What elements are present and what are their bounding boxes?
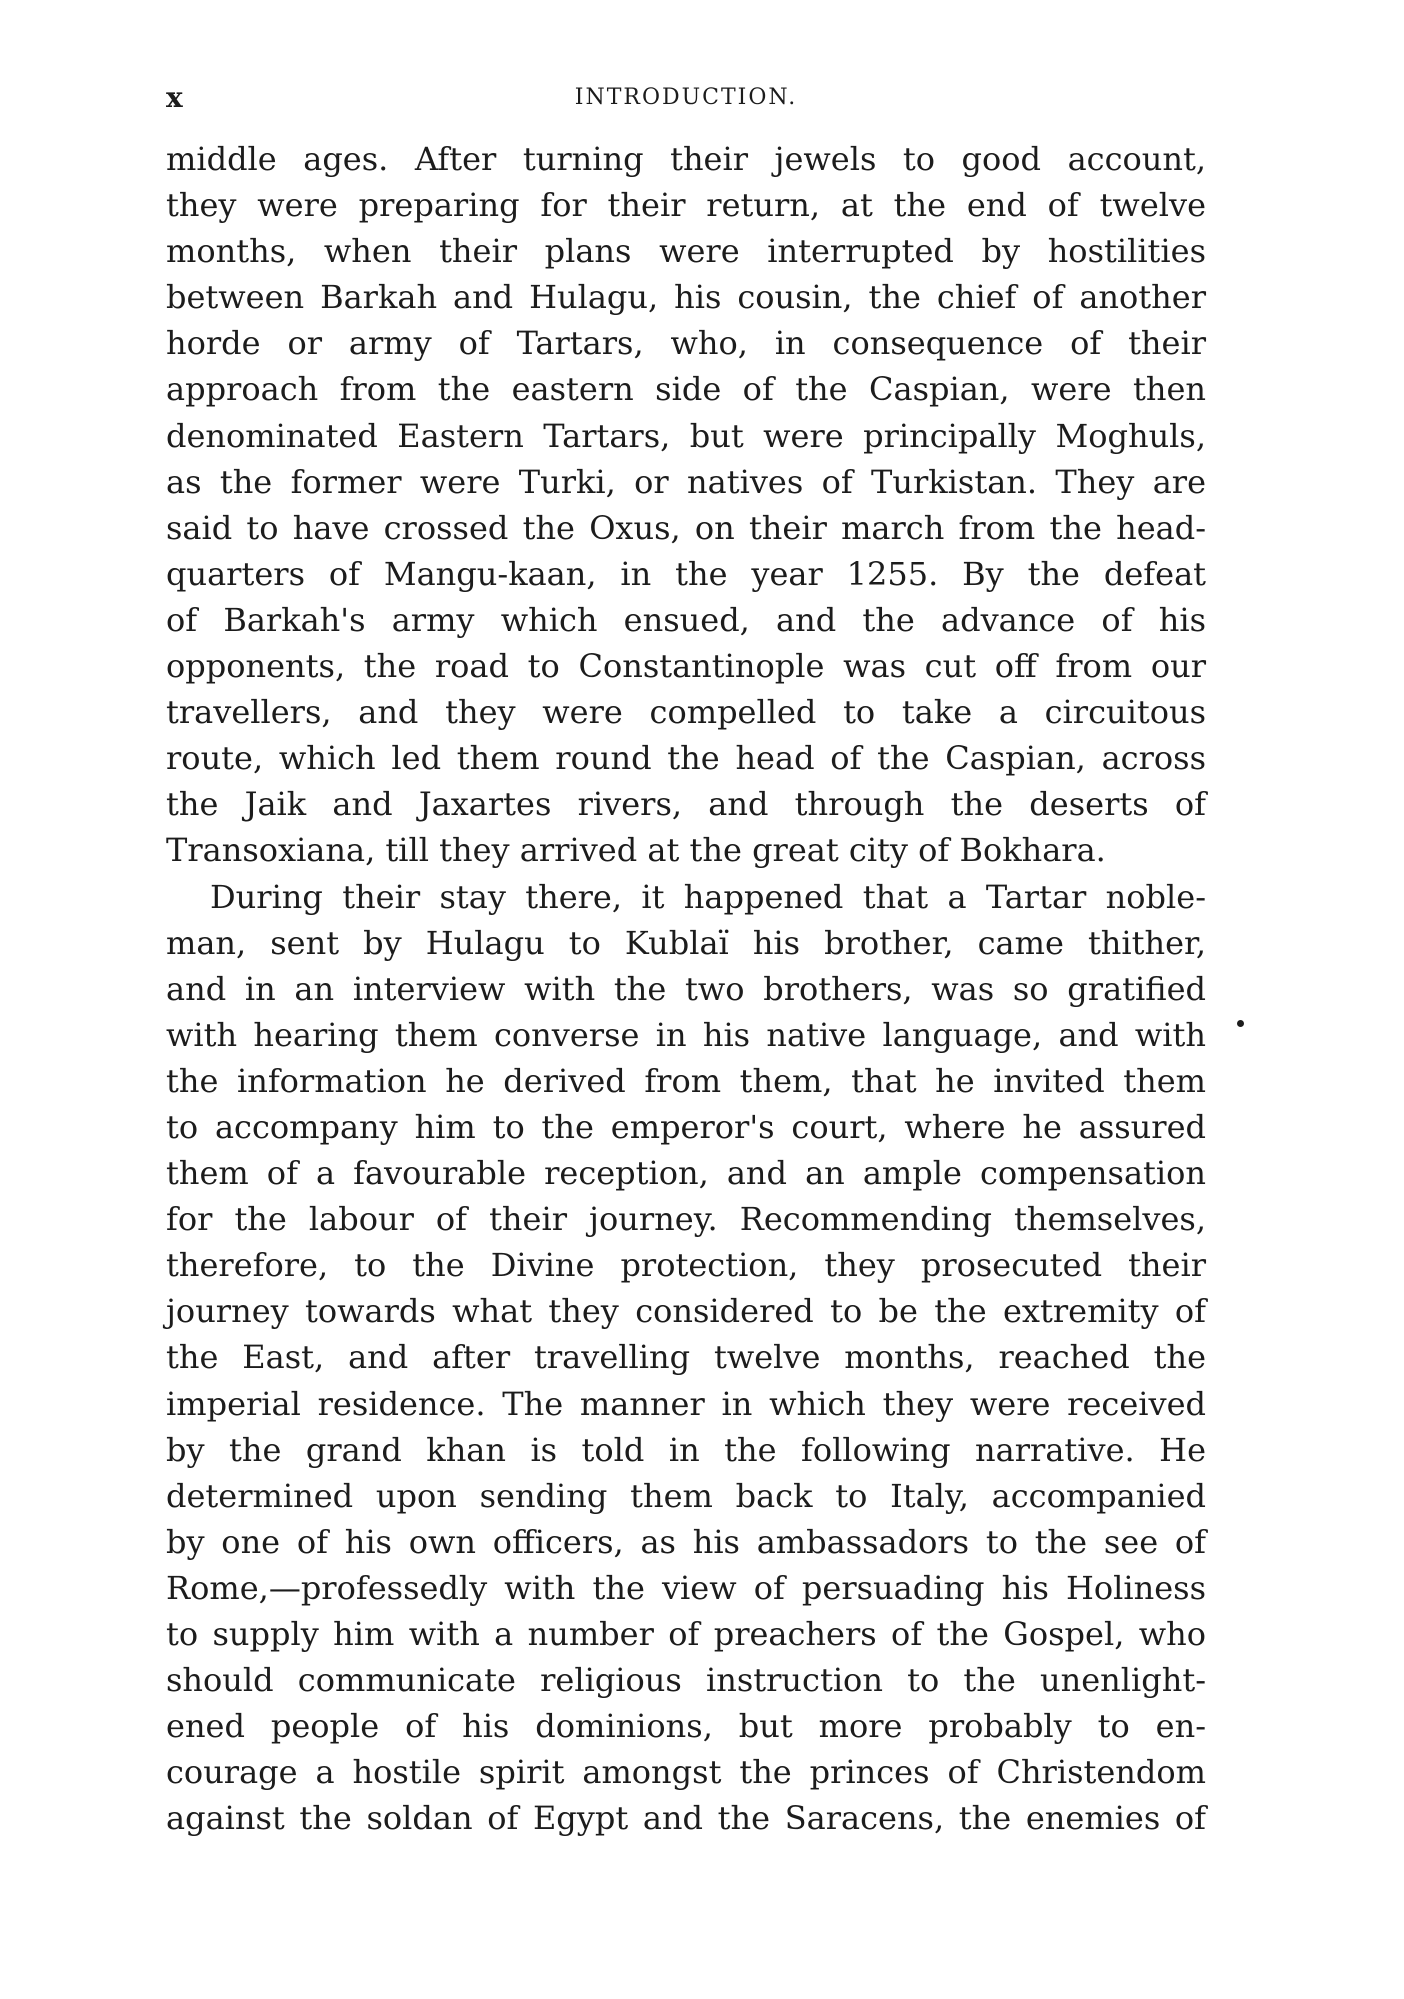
text-line: to accompany him to the emperor's court, where he assured bbox=[166, 1107, 1206, 1146]
text-line: for the labour of their journey. Recommending themselves, bbox=[166, 1200, 1206, 1239]
body-text bbox=[166, 136, 1206, 1841]
text-line: horde or army of Tartars, who, in consequence of their bbox=[166, 324, 1206, 363]
text-line: travellers, and they were compelled to take a circuitous bbox=[166, 693, 1206, 732]
text-line: said to have crossed the Oxus, on their march from the head- bbox=[166, 508, 1206, 547]
text-line: Transoxiana, till they arrived at the great city of Bokhara. bbox=[166, 831, 1106, 870]
text-line: opponents, the road to Constantinople was cut off from our bbox=[166, 647, 1206, 686]
running-title: INTRODUCTION. bbox=[574, 85, 798, 110]
text-line: the information he derived from them, that he invited them bbox=[166, 1061, 1206, 1100]
text-line: therefore, to the Divine protection, they prosecuted their bbox=[166, 1246, 1206, 1285]
text-line: as the former were Turki, or natives of Turkistan. They are bbox=[166, 462, 1206, 501]
text-line: by one of his own officers, as his ambassadors to the see of bbox=[166, 1522, 1206, 1561]
text-line: and in an interview with the two brothers, was so gratified bbox=[166, 969, 1206, 1008]
paragraph-1 bbox=[166, 136, 1206, 874]
text-line: quarters of Mangu-kaan, in the year 1255. By the defeat bbox=[166, 554, 1206, 593]
text-line: they were preparing for their return, at the end of twelve bbox=[166, 186, 1206, 225]
text-line: between Barkah and Hulagu, his cousin, the chief of another bbox=[166, 278, 1206, 317]
text-line: should communicate religious instruction to the unenlight- bbox=[166, 1661, 1206, 1700]
text-line: against the soldan of Egypt and the Saracens, the enemies of bbox=[166, 1799, 1206, 1838]
paragraph-2 bbox=[166, 874, 1206, 1842]
text-line: months, when their plans were interrupted by hostilities bbox=[166, 232, 1206, 271]
text-line: the Jaik and Jaxartes rivers, and through the deserts of bbox=[166, 785, 1206, 824]
text-line: approach from the eastern side of the Caspian, were then bbox=[166, 370, 1206, 409]
text-line: with hearing them converse in his native language, and with bbox=[166, 1015, 1206, 1054]
text-line: ened people of his dominions, but more probably to en- bbox=[166, 1707, 1206, 1746]
text-line: During their stay there, it happened that a Tartar noble- bbox=[210, 877, 1206, 916]
page-number: x bbox=[166, 81, 184, 114]
text-line: journey towards what they considered to be the extremity of bbox=[166, 1292, 1206, 1331]
text-line: of Barkah's army which ensued, and the advance of his bbox=[166, 600, 1206, 639]
text-line: courage a hostile spirit amongst the princes of Christendom bbox=[166, 1753, 1206, 1792]
text-line: route, which led them round the head of the Caspian, across bbox=[166, 739, 1206, 778]
text-line: them of a favourable reception, and an ample compensation bbox=[166, 1154, 1206, 1193]
text-line: determined upon sending them back to Italy, accompanied bbox=[166, 1476, 1206, 1515]
text-line: man, sent by Hulagu to Kublaï his brother, came thither, bbox=[166, 923, 1206, 962]
ink-speck bbox=[1237, 1020, 1244, 1027]
text-line: by the grand khan is told in the following narrative. He bbox=[166, 1430, 1206, 1469]
running-head bbox=[166, 78, 1206, 118]
text-line: middle ages. After turning their jewels to good account, bbox=[166, 140, 1206, 178]
text-line: Rome,—professedly with the view of persuading his Holiness bbox=[166, 1568, 1206, 1607]
text-line: to supply him with a number of preachers of the Gospel, who bbox=[166, 1615, 1206, 1653]
text-line: the East, and after travelling twelve months, reached the bbox=[166, 1338, 1206, 1377]
text-line: denominated Eastern Tartars, but were principally Moghuls, bbox=[166, 416, 1206, 455]
text-line: imperial residence. The manner in which they were received bbox=[166, 1384, 1206, 1423]
